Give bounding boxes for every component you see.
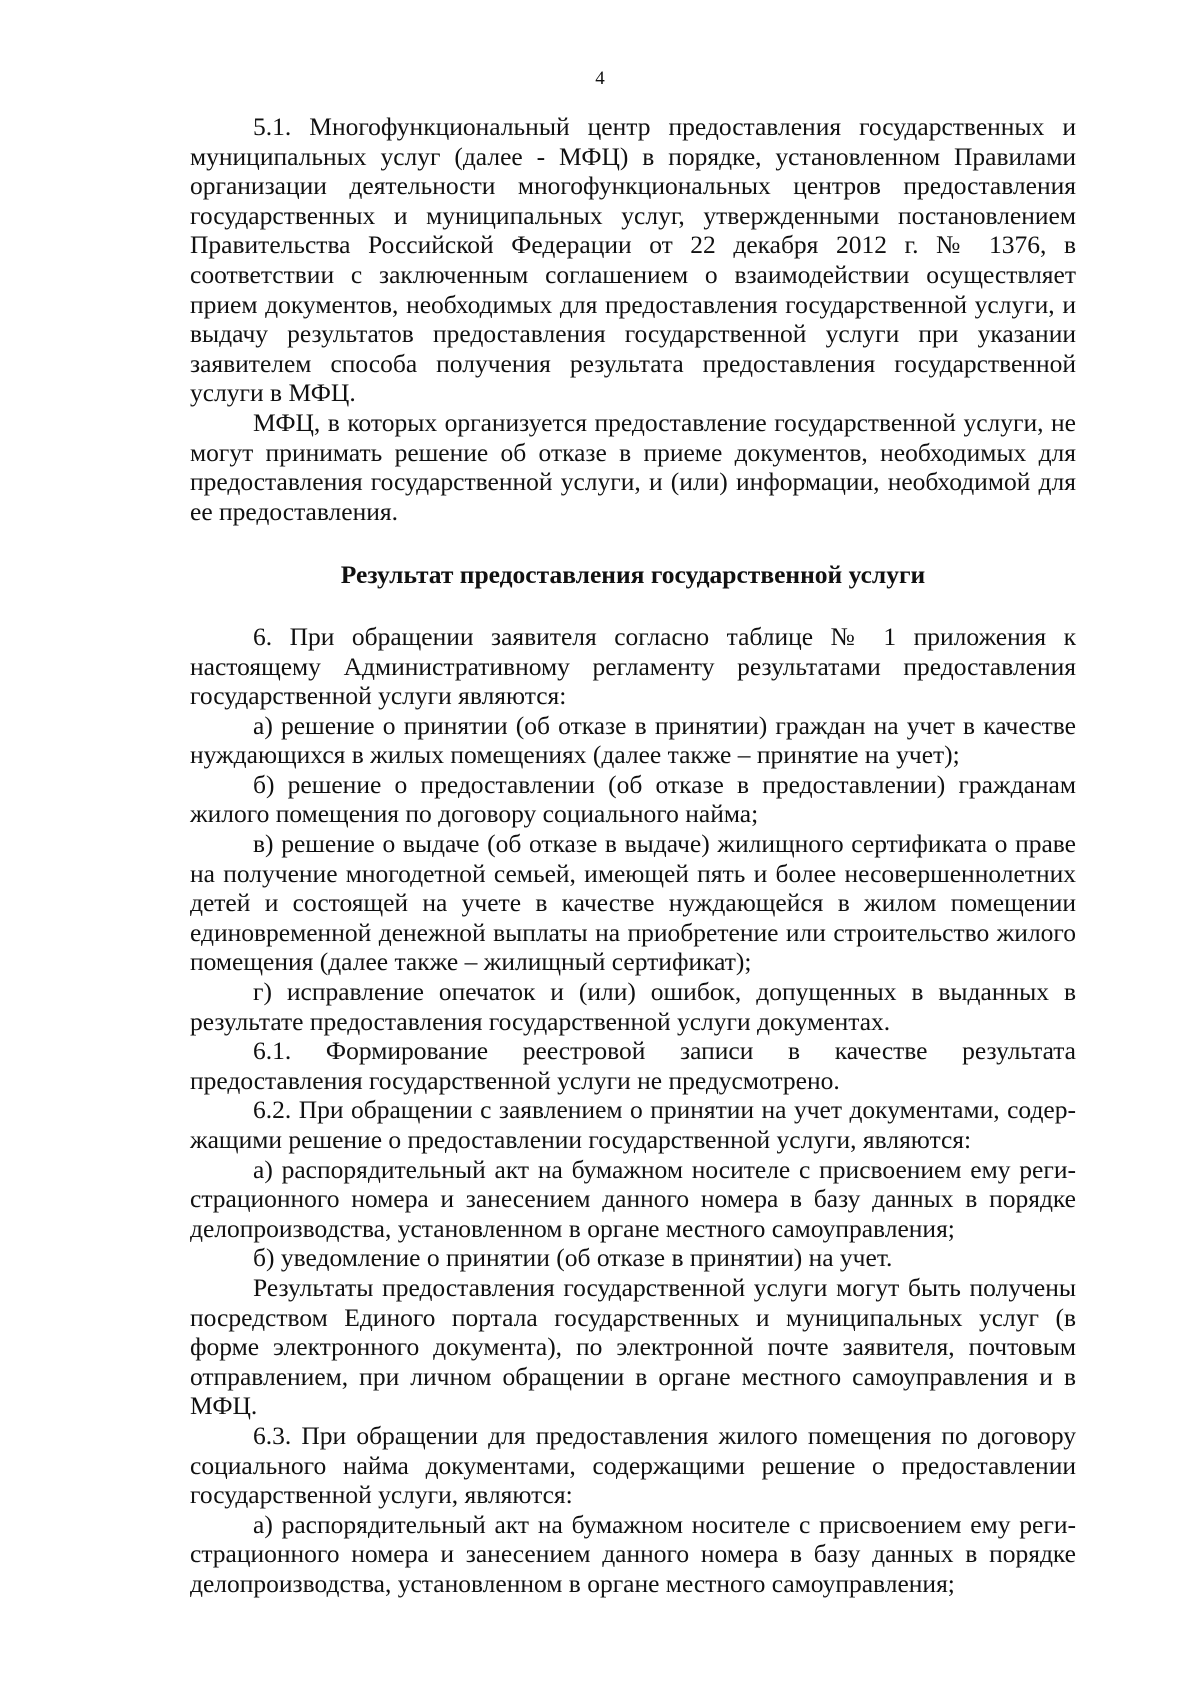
document-body — [190, 112, 1076, 1599]
paragraph-6-2: 6.2. При обращении с заявлением о принятии на учет документами, содержащими решение о предоставлении государственной услуги, являются: — [190, 1095, 1076, 1154]
paragraph-results-delivery: Результаты предоставления государственной услуги могут быть получены посредством Единого портала государственных и муниципальных услуг (в форме электронного документа), по электронной почте заявителя, почтовым отправлением, при личном обращении в органе местного самоуправления и в МФЦ. — [190, 1272, 1076, 1421]
paragraph-5-1: 5.1. Многофункциональный центр предоставления государственных и муниципальных услуг (далее - МФЦ) в порядке, установленном Правилами организации деятельности многофункциональных центров предоставления государственных и муниципальных услуг, утвержденными постановлением Правительства Российской Федерации от 22 декабря 2012 г. № 1376, в соответствии с заключенным соглашением о взаимодействии осуществляет прием документов, необходимых для предоставления государственной услуги, и выдачу результатов предоставления государственной услуги при указании заявителем способа получения результата предоставления государственной услуги в МФЦ. — [190, 112, 1076, 408]
paragraph-6-g: г) исправление опечаток и (или) ошибок, допущенных в выданных в результате предоставления государственной услуги документах. — [190, 977, 1076, 1036]
paragraph-6-v: в) решение о выдаче (об отказе в выдаче) жилищного сертификата о праве на получение многодетной семьей, имеющей пять и более несовершеннолетних детей и состоящей на учете в качестве нуждающейся в жилом помещении единовременной денежной выплаты на приобретение или строительство жилого помещения (далее также – жилищный сертификат); — [190, 829, 1076, 977]
paragraph-mfc-restriction: МФЦ, в которых организуется предоставление государственной услуги, не могут принимать решение об отказе в приеме документов, необходимых для предоставления государственной услуги, и (или) информации, необходимой для ее предоставления. — [190, 407, 1076, 526]
paragraph-6-2-b: б) уведомление о принятии (об отказе в принятии) на учет. — [253, 1243, 893, 1273]
page-number: 4 — [595, 68, 605, 89]
paragraph-6-3-a: а) распорядительный акт на бумажном носителе с присвоением ему регистрационного номера и занесением данного номера в базу данных в порядке делопроизводства, установленном в органе местного самоуправления; — [190, 1509, 1076, 1598]
paragraph-6-1: 6.1. Формирование реестровой записи в качестве результата предоставления государственной услуги не предусмотрено. — [190, 1036, 1076, 1095]
paragraph-6-a: а) решение о принятии (об отказе в принятии) граждан на учет в качестве нуждающихся в жилых помещениях (далее также – принятие на учет); — [190, 710, 1076, 770]
paragraph-6-b: б) решение о предоставлении (об отказе в предоставлении) гражданам жилого помещения по договору социального найма; — [190, 769, 1076, 829]
section-heading: Результат предоставления государственной услуги — [340, 560, 926, 590]
paragraph-6-2-a: а) распорядительный акт на бумажном носителе с присвоением ему регистрационного номера и занесением данного номера в базу данных в порядке делопроизводства, установленном в органе местного самоуправления; — [190, 1154, 1076, 1243]
paragraph-6-3: 6.3. При обращении для предоставления жилого помещения по договору социального найма документами, содержащими решение о предоставлении государственной услуги, являются: — [190, 1420, 1076, 1510]
paragraph-6: 6. При обращении заявителя согласно таблице № 1 приложения к настоящему Административному регламенту результатами предоставления государственной услуги являются: — [190, 621, 1076, 711]
